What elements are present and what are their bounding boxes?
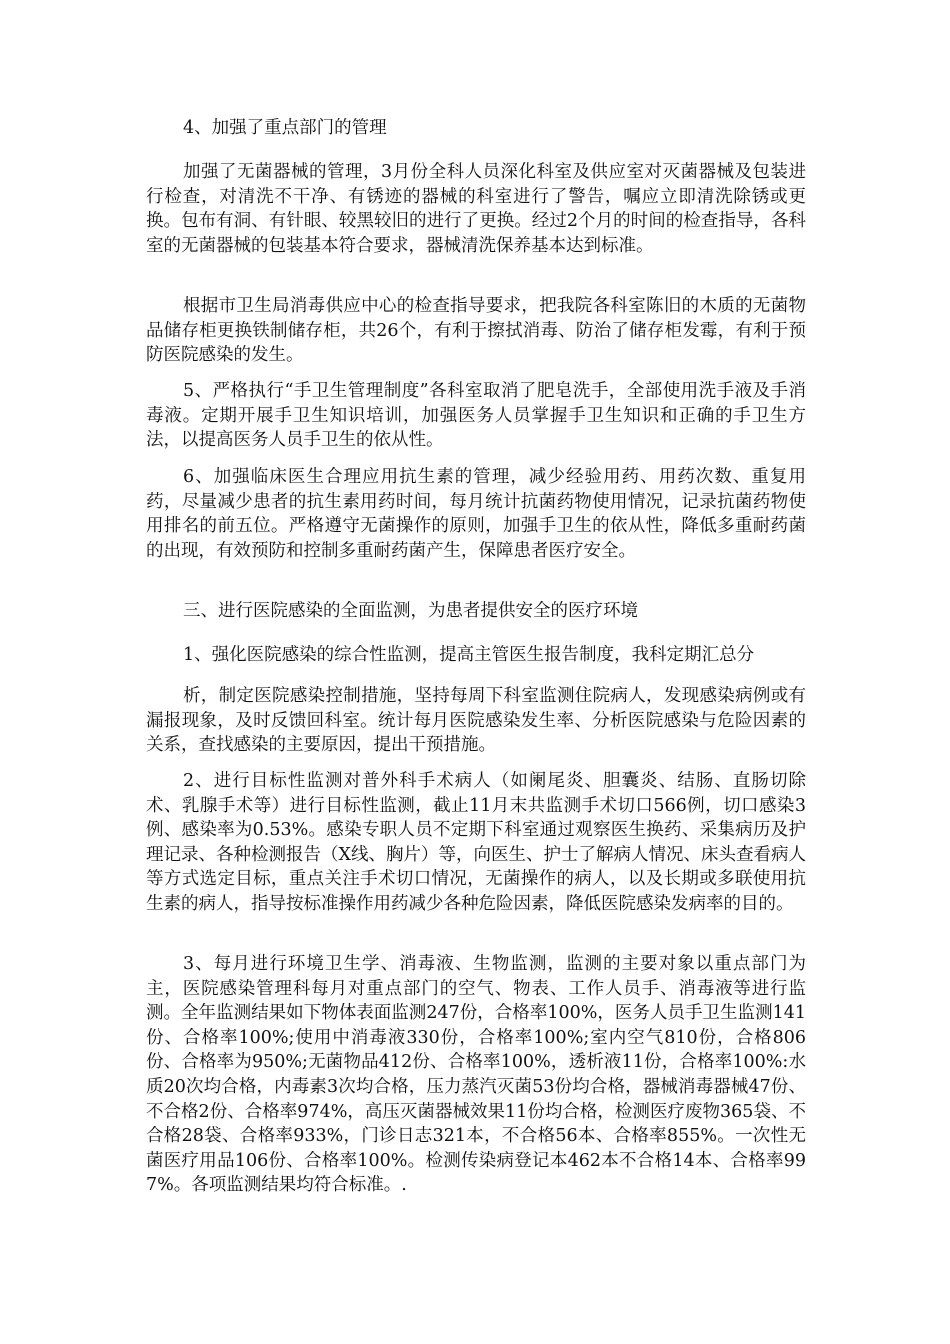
paragraph-control-measures: 析，制定医院感染控制措施，坚持每周下科室监测住院病人，发现感染病例或有漏报现象，及时反馈回科室。统计每月医院感染发生率、分析医院感染与危险因素的关系，查找感染的主要原因，提出干预措施。 bbox=[146, 686, 806, 756]
paragraph-environmental-monitoring: 3、每月进行环境卫生学、消毒液、生物监测，监测的主要对象以重点部门为主，医院感染管理科每月对重点部门的空气、物表、工作人员手、消毒液等进行监测。全年监测结果如下物体表面监测247份，合格率100%，医务人员手卫生监测141份、合格率100%;使用中消毒液330份，合格率100%;室内空气810份，合格806份、合格率为950%;无菌物品412份、合格率100%，透析液11份，合格率100%:水质20次均合格，内毒素3次均合格，压力蒸汽灭菌53份均合格，器械消毒器械47份、不合格2份、合格率974%，高压灭菌器械效果11份均合格，检测医疗废物365袋、不合格28袋、合格率933%，门诊日志321本，不合格56本、合格率855%。一次性无菌医疗用品106份、合格率100%。检测传染病登记本462本不合格14本、合格率997%。各项监测结果均符合标准。. bbox=[146, 954, 806, 1196]
section-heading-key-departments: 4、加强了重点部门的管理 bbox=[183, 118, 387, 138]
paragraph-storage-cabinets: 根据市卫生局消毒供应中心的检查指导要求，把我院各科室陈旧的木质的无菌物品储存柜更换铁制储存柜，共26个，有利于擦拭消毒、防治了储存柜发霉，有利于预防医院感染的发生。 bbox=[146, 296, 806, 366]
paragraph-comprehensive-monitoring: 1、强化医院感染的综合性监测，提高主管医生报告制度，我科定期汇总分 bbox=[183, 645, 755, 665]
paragraph-antibiotics: 6、加强临床医生合理应用抗生素的管理，减少经验用药、用药次数、重复用药，尽量减少患者的抗生素用药时间，每月统计抗菌药物使用情况，记录抗菌药物使用排名的前五位。严格遵守无菌操作的原则，加强手卫生的依从性，降低多重耐药菌的出现，有效预防和控制多重耐药菌产生，保障患者医疗安全。 bbox=[146, 467, 806, 561]
section-heading-monitoring: 三、进行医院感染的全面监测，为患者提供安全的医疗环境 bbox=[183, 601, 638, 621]
paragraph-hand-hygiene: 5、严格执行“手卫生管理制度”各科室取消了肥皂洗手，全部使用洗手液及手消毒液。定期开展手卫生知识培训，加强医务人员掌握手卫生知识和正确的手卫生方法，以提高医务人员手卫生的依从性。 bbox=[146, 381, 806, 451]
paragraph-targeted-monitoring: 2、进行目标性监测对普外科手术病人（如阑尾炎、胆囊炎、结肠、直肠切除术、乳腺手术等）进行目标性监测，截止11月末共监测手术切口566例，切口感染3例、感染率为0.53%。感染专职人员不定期下科室通过观察医生换药、采集病历及护理记录、各种检测报告（X线、胸片）等，向医生、护士了解病人情况、床头查看病人等方式选定目标，重点关注手术切口情况，无菌操作的病人，以及长期或多联使用抗生素的病人，指导按标准操作用药减少各种危险因素，降低医院感染发病率的目的。 bbox=[146, 771, 806, 914]
paragraph-sterile-instruments: 加强了无菌器械的管理，3月份全科人员深化科室及供应室对灭菌器械及包装进行检查，对清洗不干净、有锈迹的器械的科室进行了警告，嘱应立即清洗除锈或更换。包布有洞、有针眼、较黑较旧的进行了更换。经过2个月的时间的检查指导，各科室的无菌器械的包装基本符合要求，器械清洗保养基本达到标准。 bbox=[146, 162, 806, 256]
